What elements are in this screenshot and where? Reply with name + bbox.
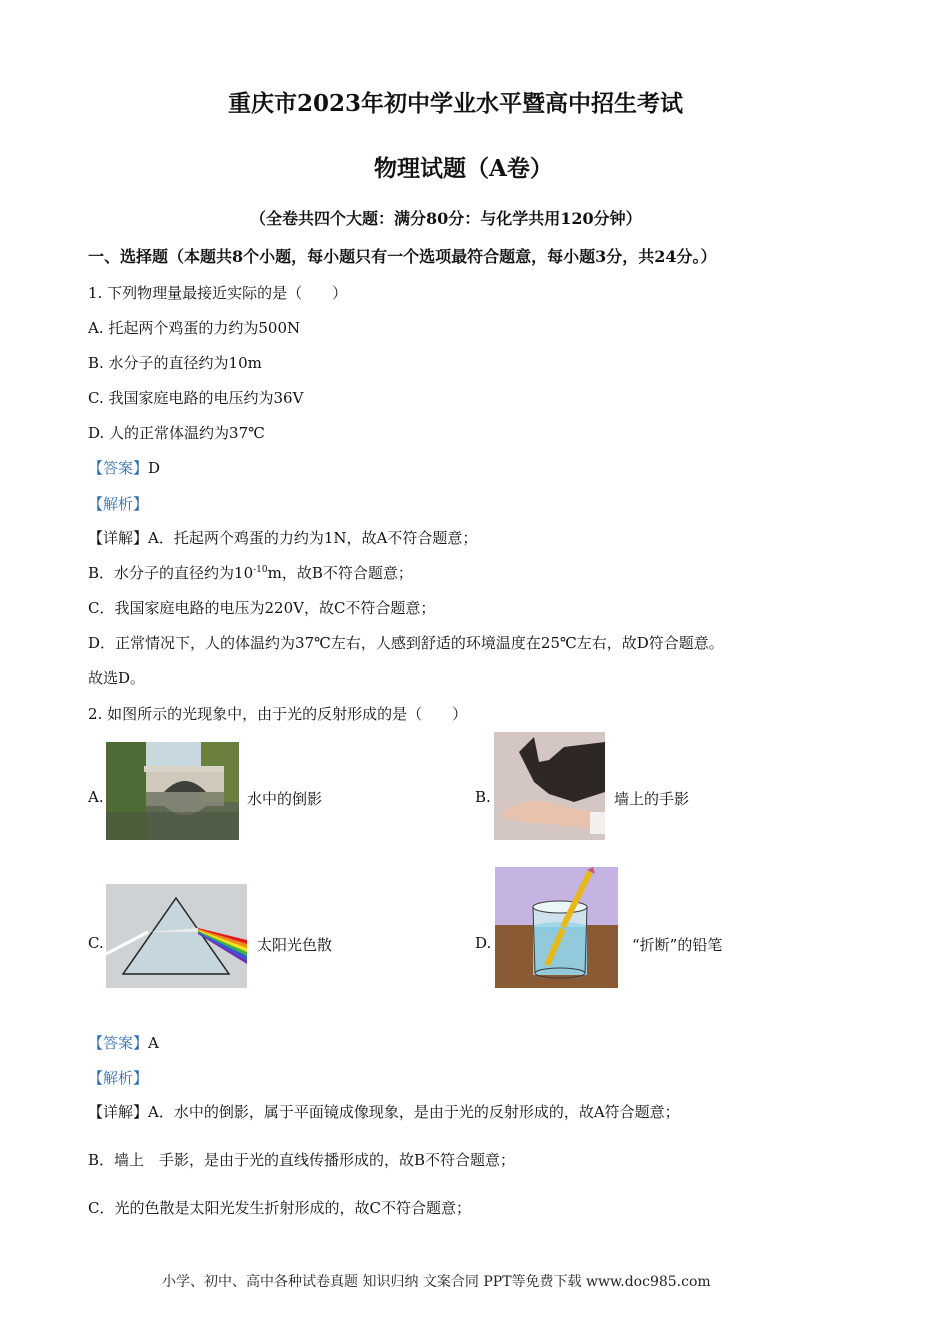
q1-conclusion: 故选D。: [88, 669, 146, 687]
answer-value: D: [148, 459, 161, 477]
q2-analysis-tag: 【解析】: [88, 1069, 149, 1087]
q2-option-a-letter: A.: [88, 788, 104, 806]
q1-detail-b: [88, 562, 413, 583]
q2-option-a-caption: 水中的倒影: [247, 790, 323, 808]
detail-text: m，故B不符合题意；: [267, 564, 413, 582]
q2-detail-a: [88, 1101, 680, 1122]
detail-tag: 【详解】: [88, 529, 149, 547]
q2-detail-b: B．墙上 手影，是由于光的直线传播形成的，故B不符合题意；: [88, 1151, 516, 1169]
q2-option-c-letter: C.: [88, 934, 104, 952]
q1-analysis-tag: 【解析】: [88, 495, 149, 513]
q2-option-b-letter: B.: [475, 788, 491, 806]
question-1-stem: 1. 下列物理量最接近实际的是（ ）: [88, 284, 348, 302]
detail-text: A．托起两个鸡蛋的力约为1N，故A不符合题意；: [148, 529, 478, 547]
q1-option-d: D. 人的正常体温约为37℃: [88, 424, 265, 442]
detail-text: A．水中的倒影，属于平面镜成像现象，是由于光的反射形成的，故A符合题意；: [148, 1103, 680, 1121]
hand-shadow-image: [494, 732, 605, 840]
page-footer: 小学、初中、高中各种试卷真题 知识归纳 文案合同 PPT等免费下载 www.doc985.com: [162, 1274, 711, 1290]
section-heading: 一、选择题（本题共8个小题，每小题只有一个选项最符合题意，每小题3分，共24分。）: [88, 247, 717, 266]
q1-option-c: C. 我国家庭电路的电压约为36V: [88, 389, 304, 407]
pencil-in-water-image: [495, 867, 618, 988]
exponent: -10: [253, 565, 268, 575]
bridge-reflection-image: [106, 742, 239, 840]
q2-detail-c: C．光的色散是太阳光发生折射形成的，故C不符合题意；: [88, 1199, 471, 1217]
exam-note: （全卷共四个大题：满分80分：与化学共用120分钟）: [250, 209, 642, 228]
q2-option-c-caption: 太阳光色散: [257, 936, 333, 954]
detail-tag: 【详解】: [88, 1103, 149, 1121]
q1-detail-a: [88, 527, 477, 548]
question-2-stem: 2. 如图所示的光现象中，由于光的反射形成的是（ ）: [88, 705, 468, 723]
answer-value: A: [148, 1034, 159, 1052]
answer-tag: 【答案】: [88, 1034, 149, 1052]
q2-option-d-letter: D.: [475, 934, 492, 952]
q2-option-b-caption: 墙上的手影: [614, 790, 690, 808]
q1-detail-d: D．正常情况下，人的体温约为37℃左右，人感到舒适的环境温度在25℃左右，故D符合题意。: [88, 634, 724, 652]
q2-answer: [88, 1032, 159, 1053]
q1-option-b: B. 水分子的直径约为10m: [88, 354, 262, 372]
q1-detail-c: C．我国家庭电路的电压为220V，故C不符合题意；: [88, 599, 436, 617]
page-subtitle: 物理试题（A卷）: [374, 155, 553, 182]
q1-option-a: A. 托起两个鸡蛋的力约为500N: [88, 319, 301, 337]
q2-option-d-caption: “折断”的铅笔: [632, 936, 723, 954]
answer-tag: 【答案】: [88, 459, 149, 477]
prism-dispersion-image: [106, 884, 247, 988]
page-title: 重庆市2023年初中学业水平暨高中招生考试: [228, 90, 684, 117]
detail-text: B．水分子的直径约为10: [88, 564, 254, 582]
q1-answer: [88, 457, 160, 478]
